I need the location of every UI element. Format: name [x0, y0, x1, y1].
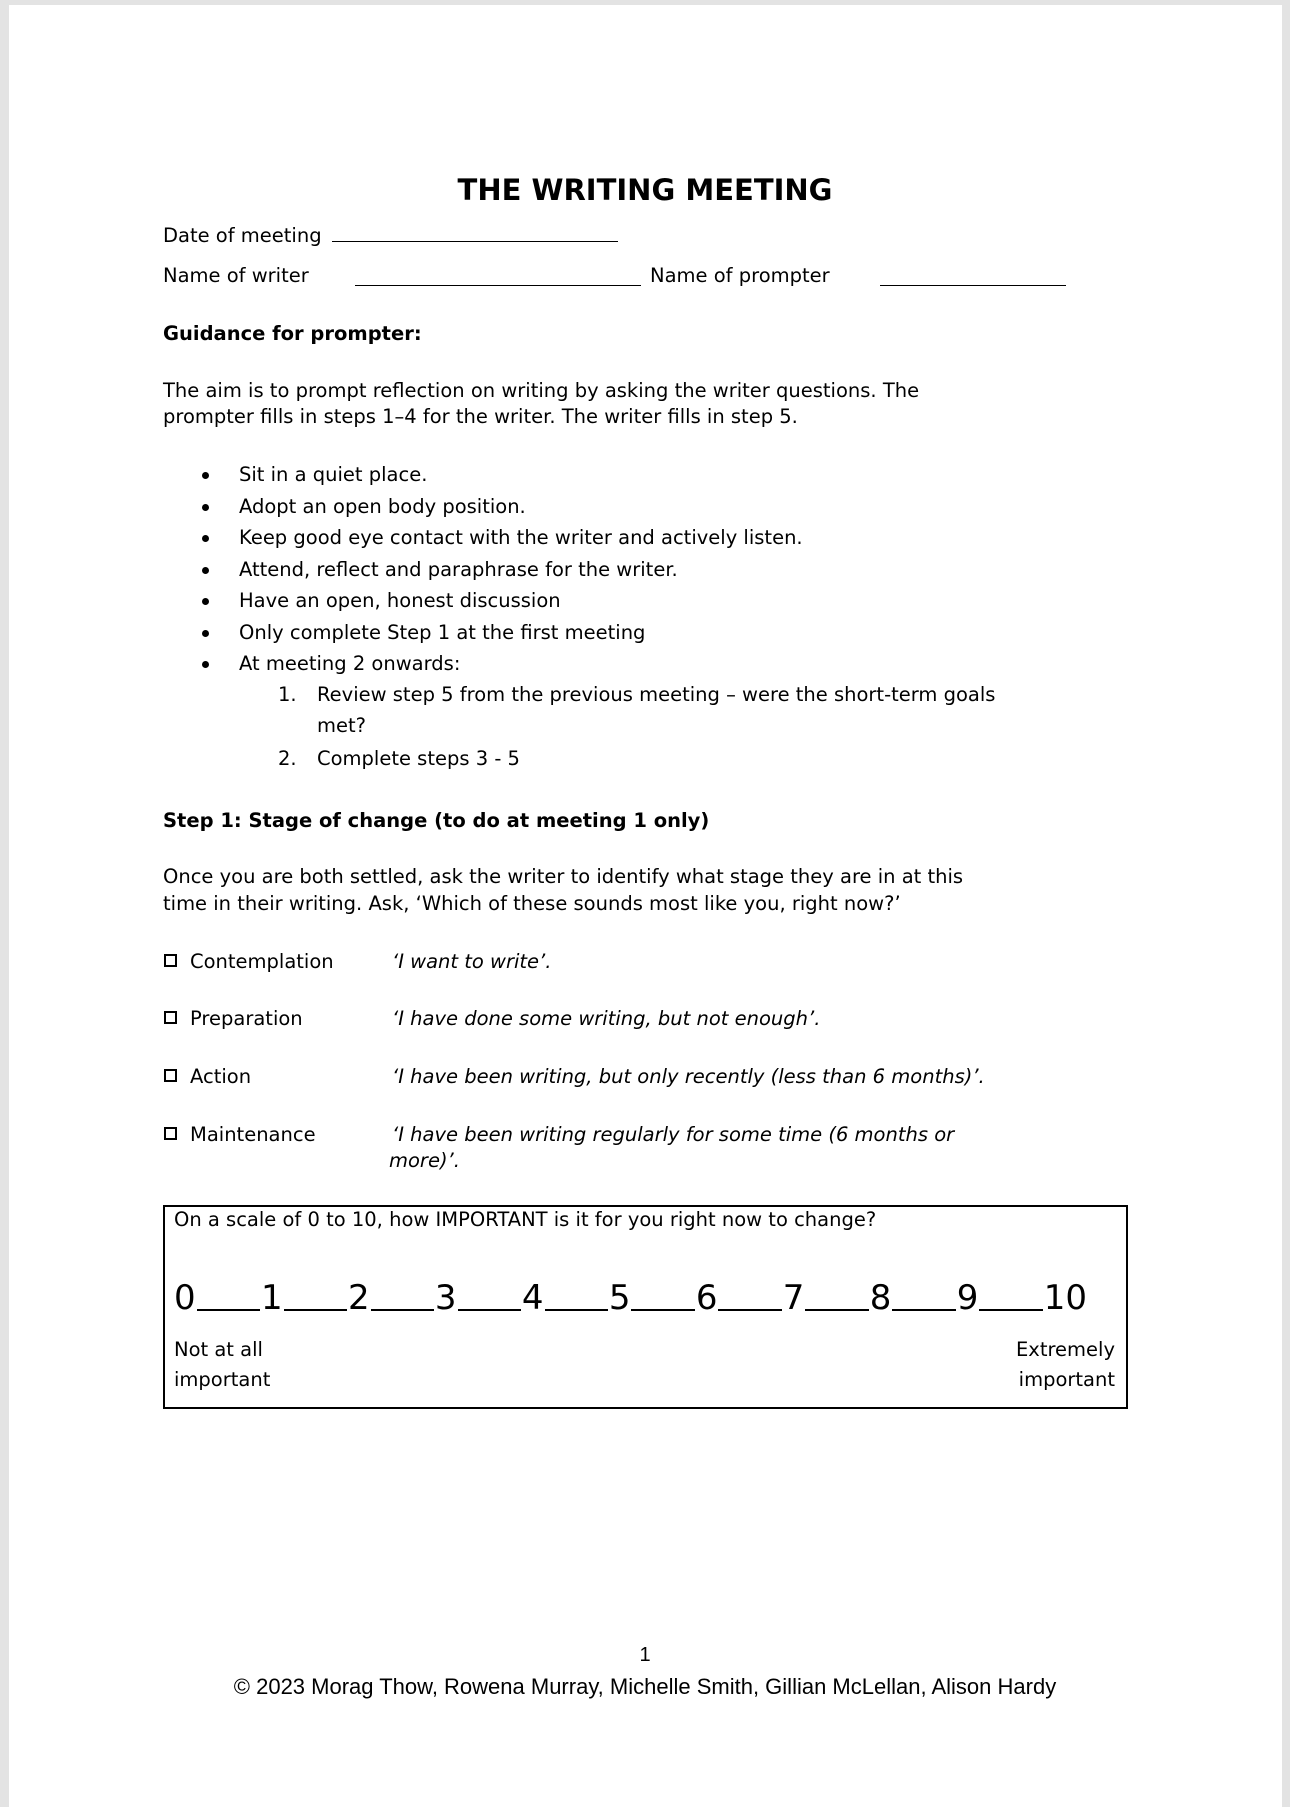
high-label: Extremely	[1015, 1338, 1115, 1361]
scale-value-2[interactable]: 2	[347, 1278, 370, 1318]
numbered-marker: 2.	[278, 747, 297, 770]
low-label: Not at all	[174, 1338, 263, 1361]
scale-line	[631, 1309, 694, 1311]
writer-field	[163, 263, 309, 289]
checkbox-contemplation[interactable]	[164, 954, 177, 967]
bullet-icon	[202, 472, 209, 479]
option-quote: ‘I want to write’.	[392, 950, 552, 973]
bullet-icon	[202, 661, 209, 668]
step1-para: time in their writing. Ask, ‘Which of these sounds most like you, right now?’	[163, 892, 901, 915]
scale-value-5[interactable]: 5	[608, 1278, 631, 1318]
guidance-para: The aim is to prompt reflection on writing by asking the writer questions. The	[163, 379, 920, 402]
page-number: 1	[639, 1644, 651, 1666]
scale-value-4[interactable]: 4	[521, 1278, 544, 1318]
guidance-para: prompter fills in steps 1–4 for the writer. The writer fills in step 5.	[163, 405, 798, 428]
writer-blank[interactable]	[355, 263, 641, 286]
scale-value-0[interactable]: 0	[174, 1278, 196, 1318]
scale-value-9[interactable]: 9	[956, 1278, 979, 1318]
bullet-icon	[202, 630, 209, 637]
checkbox-action[interactable]	[164, 1069, 177, 1082]
scale-value-6[interactable]: 6	[695, 1278, 718, 1318]
checkbox-preparation[interactable]	[164, 1011, 177, 1024]
option-quote: more)’.	[389, 1149, 460, 1172]
bullet-icon	[202, 567, 209, 574]
option-quote: ‘I have been writing, but only recently (less than 6 months)’.	[392, 1065, 985, 1088]
scale-value-3[interactable]: 3	[434, 1278, 457, 1318]
option-label: Action	[190, 1065, 252, 1088]
option-label: Contemplation	[190, 950, 334, 973]
scale-line	[979, 1309, 1042, 1311]
scale-line	[718, 1309, 781, 1311]
bullet-item: At meeting 2 onwards:	[239, 652, 461, 675]
bullet-item: Sit in a quiet place.	[239, 463, 428, 486]
numbered-item: met?	[317, 714, 366, 737]
date-blank[interactable]	[332, 223, 618, 242]
option-label: Maintenance	[190, 1123, 316, 1146]
scale-line	[892, 1309, 955, 1311]
bullet-icon	[202, 598, 209, 605]
step1-heading: Step 1: Stage of change (to do at meeting 1 only)	[163, 809, 710, 832]
date-label: Date of meeting	[163, 224, 322, 247]
scale-line	[545, 1309, 608, 1311]
page-title: THE WRITING MEETING	[457, 173, 833, 207]
scale-value-1[interactable]: 1	[260, 1278, 283, 1318]
bullet-item: Have an open, honest discussion	[239, 589, 561, 612]
scale-value-7[interactable]: 7	[782, 1278, 805, 1318]
bullet-icon	[202, 535, 209, 542]
numbered-item: Complete steps 3 - 5	[317, 747, 520, 770]
copyright: © 2023 Morag Thow, Rowena Murray, Michelle Smith, Gillian McLellan, Alison Hardy	[233, 1674, 1057, 1699]
scale-value-10[interactable]: 10	[1043, 1278, 1087, 1318]
prompter-label: Name of prompter	[650, 264, 830, 287]
bullet-item: Attend, reflect and paraphrase for the writer.	[239, 558, 678, 581]
writer-label: Name of writer	[163, 264, 309, 287]
low-label: important	[174, 1368, 271, 1391]
checkbox-maintenance[interactable]	[164, 1127, 177, 1140]
bullet-item: Adopt an open body position.	[239, 495, 526, 518]
prompter-blank[interactable]	[880, 263, 1066, 286]
importance-question: On a scale of 0 to 10, how IMPORTANT is it for you right now to change?	[174, 1208, 877, 1231]
scale-line	[805, 1309, 868, 1311]
guidance-heading: Guidance for prompter:	[163, 322, 422, 345]
scale-line	[197, 1309, 260, 1311]
option-label: Preparation	[190, 1007, 303, 1030]
option-quote: ‘I have done some writing, but not enough’.	[392, 1007, 821, 1030]
step1-para: Once you are both settled, ask the writer to identify what stage they are in at this	[163, 865, 964, 888]
scale-line	[371, 1309, 434, 1311]
bullet-item: Keep good eye contact with the writer and actively listen.	[239, 526, 803, 549]
bullet-item: Only complete Step 1 at the first meeting	[239, 621, 646, 644]
scale-line	[458, 1309, 521, 1311]
bullet-icon	[202, 504, 209, 511]
option-quote: ‘I have been writing regularly for some time (6 months or	[392, 1123, 955, 1146]
numbered-item: Review step 5 from the previous meeting – were the short-term goals	[317, 683, 996, 706]
scale-line	[284, 1309, 347, 1311]
high-label: important	[1018, 1368, 1115, 1391]
scale-value-8[interactable]: 8	[869, 1278, 892, 1318]
importance-scale	[174, 1278, 1087, 1318]
numbered-marker: 1.	[278, 683, 297, 706]
date-field	[163, 223, 618, 249]
